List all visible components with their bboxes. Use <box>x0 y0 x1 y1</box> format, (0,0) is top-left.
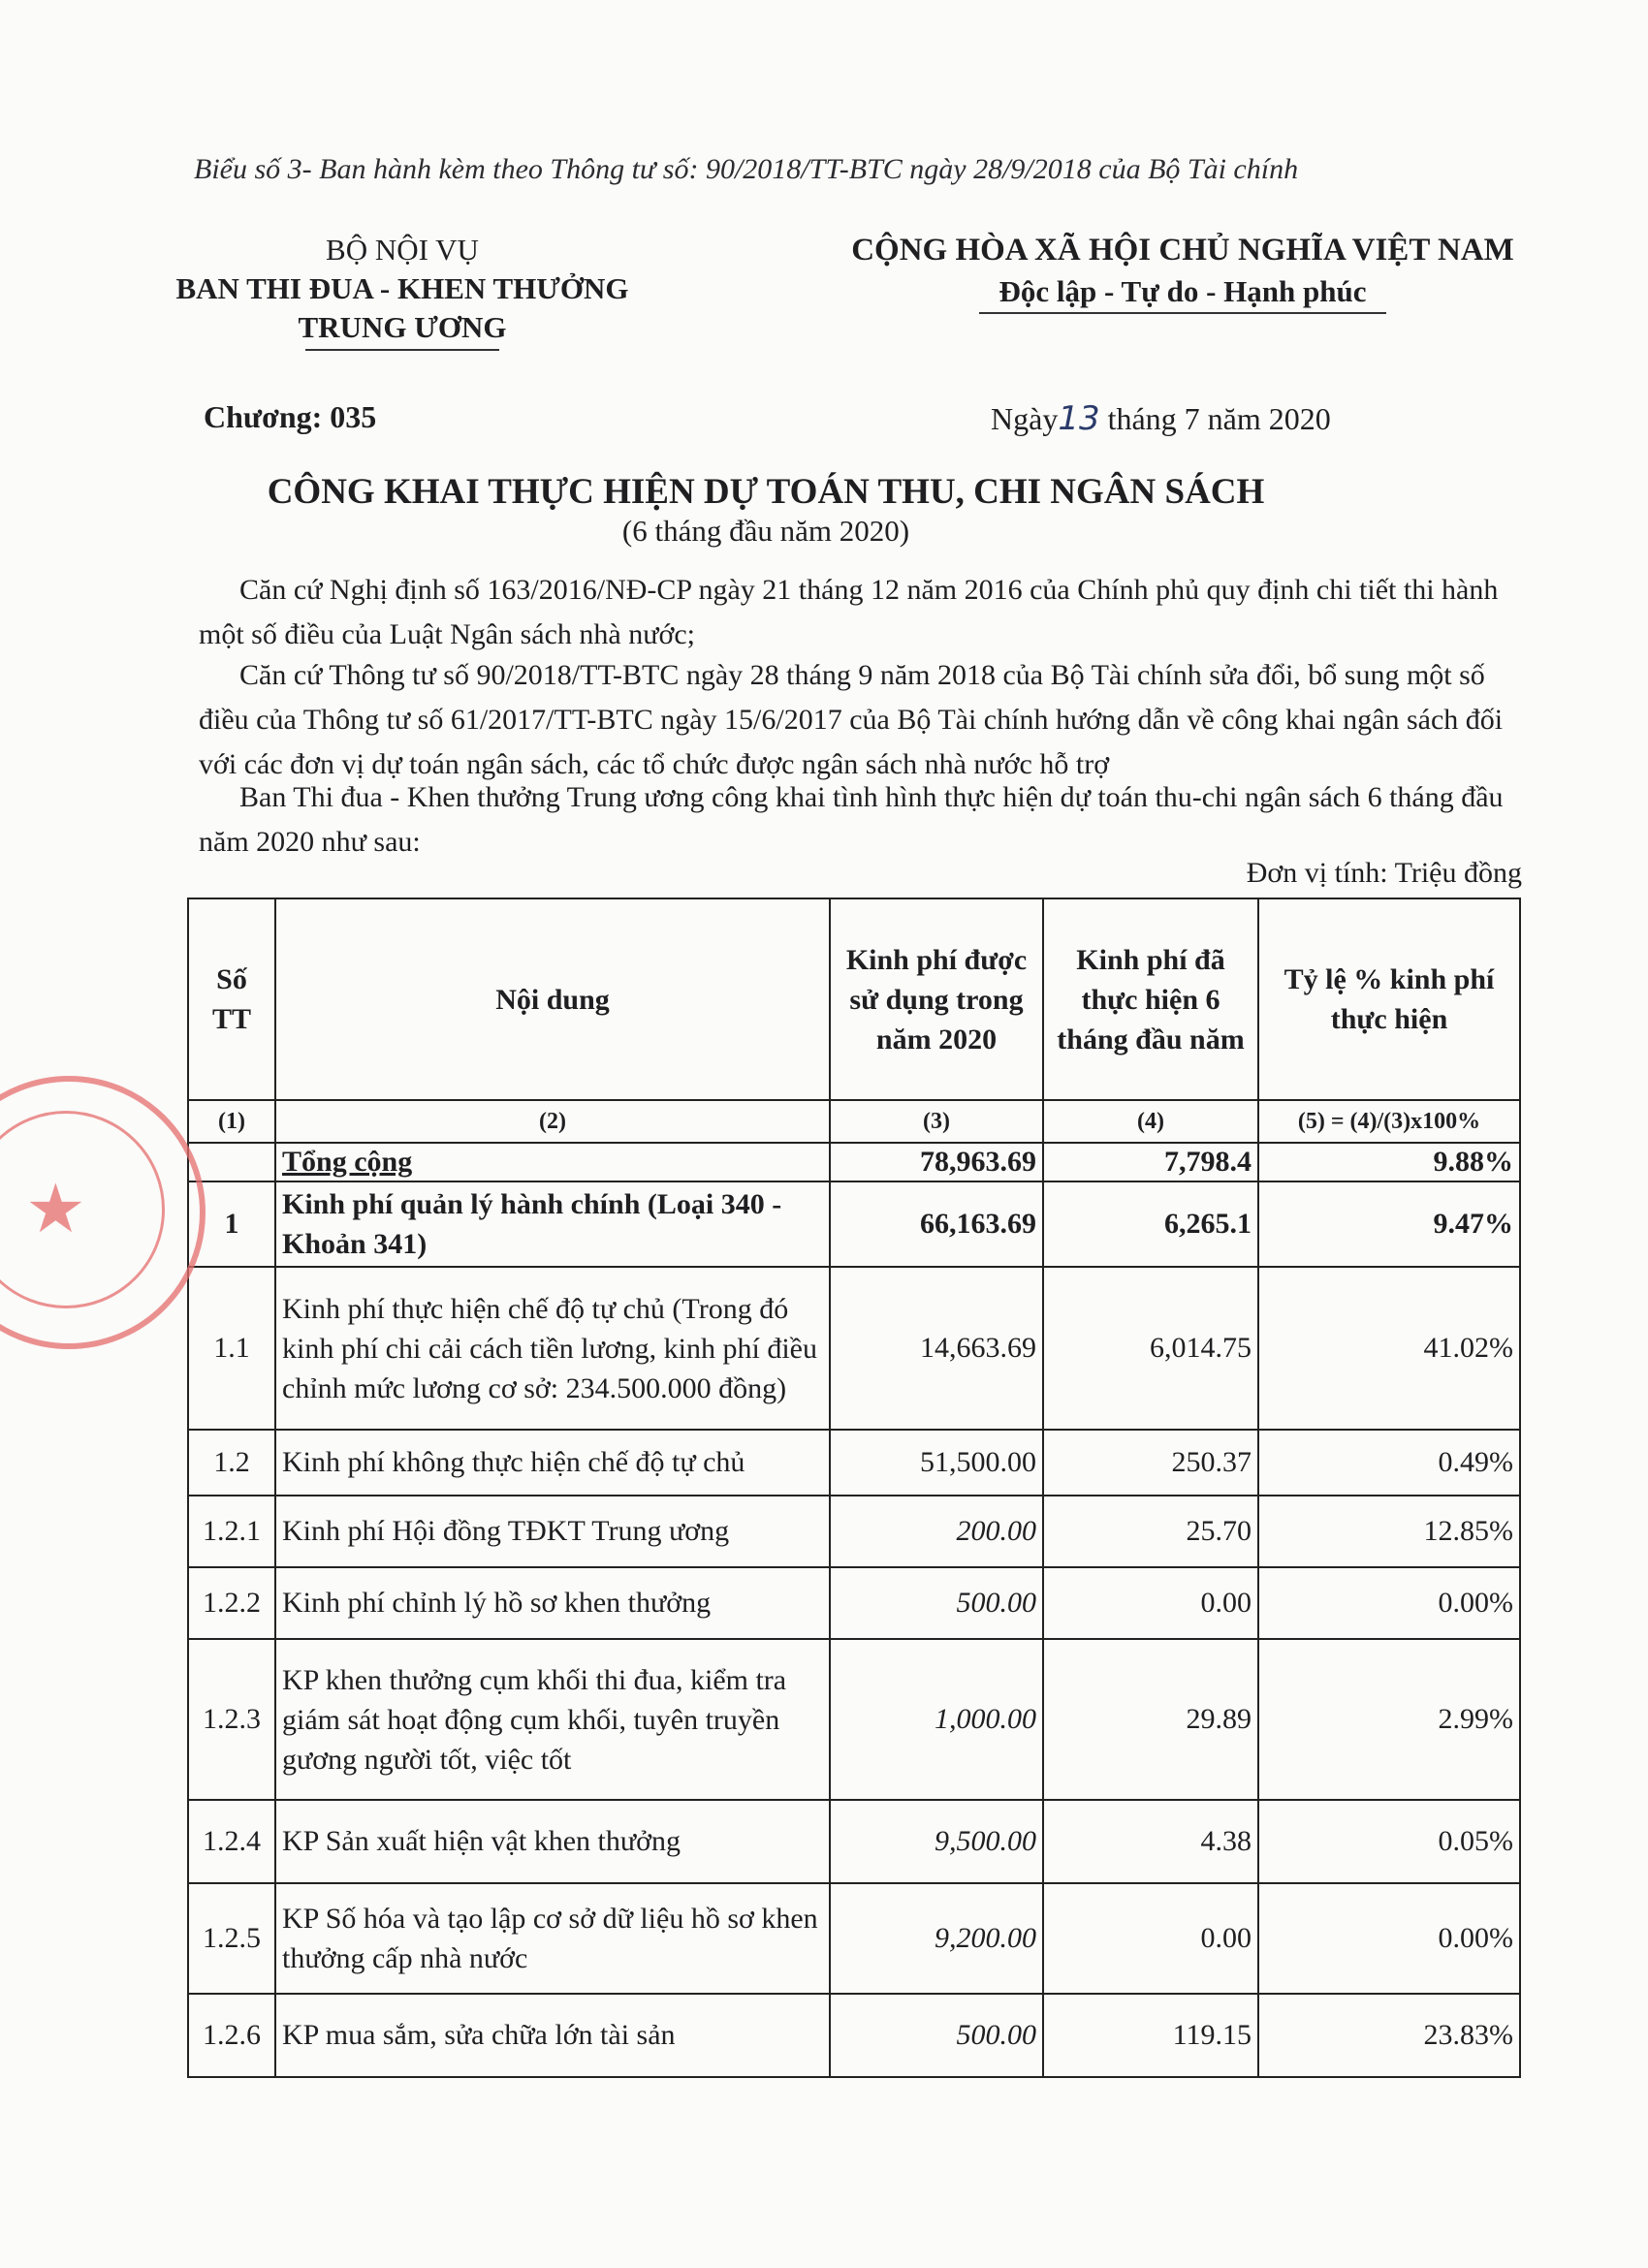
cell-ratio: 9.47% <box>1258 1181 1520 1267</box>
issuer-underline <box>305 349 499 351</box>
unit-label: Đơn vị tính: Triệu đồng <box>1246 857 1522 889</box>
cell-content: Kinh phí không thực hiện chế độ tự chủ <box>275 1430 830 1496</box>
cell-spent: 0.00 <box>1043 1567 1258 1639</box>
column-index-row <box>188 1100 1520 1143</box>
index-cell: (1) <box>188 1100 275 1143</box>
cell-stt: 1.2.1 <box>188 1496 275 1567</box>
cell-budget: 14,663.69 <box>830 1267 1043 1430</box>
header-stt: Số TT <box>188 898 275 1100</box>
cell-ratio: 0.05% <box>1258 1800 1520 1883</box>
header-spent: Kinh phí đã thực hiện 6 tháng đầu năm <box>1043 898 1258 1100</box>
cell-ratio: 23.83% <box>1258 1994 1520 2077</box>
table-row <box>188 1496 1520 1567</box>
country-name: CỘNG HÒA XÃ HỘI CHỦ NGHĨA VIỆT NAM <box>851 233 1514 268</box>
cell-stt: 1.2 <box>188 1430 275 1496</box>
paragraph-legal-basis-1: Căn cứ Nghị định số 163/2016/NĐ-CP ngày 21 tháng 12 năm 2016 của Chính phủ quy định chi tiết thi hành một số điều của Luật Ngân sách nhà nước; <box>199 574 1499 650</box>
cell-ratio: 9.88% <box>1258 1143 1520 1181</box>
cell-content: Tổng cộng <box>275 1143 830 1181</box>
paragraph-announcement: Ban Thi đua - Khen thưởng Trung ương công khai tình hình thực hiện dự toán thu-chi ngân sách 6 tháng đầu năm 2020 như sau: <box>199 781 1504 858</box>
header-budget: Kinh phí được sử dụng trong năm 2020 <box>830 898 1043 1100</box>
cell-content: Kinh phí Hội đồng TĐKT Trung ương <box>275 1496 830 1567</box>
chapter-code: Chương: 035 <box>204 399 377 434</box>
national-header <box>824 233 1541 314</box>
table-row <box>188 1181 1520 1267</box>
cell-budget: 66,163.69 <box>830 1181 1043 1267</box>
cell-budget: 500.00 <box>830 1567 1043 1639</box>
cell-budget: 200.00 <box>830 1496 1043 1567</box>
form-reference-note: Biểu số 3- Ban hành kèm theo Thông tư số: 90/2018/TT-BTC ngày 28/9/2018 của Bộ Tài chính <box>194 153 1299 185</box>
cell-spent: 6,014.75 <box>1043 1267 1258 1430</box>
cell-spent: 6,265.1 <box>1043 1181 1258 1267</box>
cell-stt: 1.2.4 <box>188 1800 275 1883</box>
table-row-total <box>188 1143 1520 1181</box>
cell-spent: 4.38 <box>1043 1800 1258 1883</box>
index-cell: (2) <box>275 1100 830 1143</box>
cell-stt: 1.2.3 <box>188 1639 275 1800</box>
date-day-handwritten: 13 <box>1058 399 1100 438</box>
table-header-row <box>188 898 1520 1100</box>
cell-budget: 78,963.69 <box>830 1143 1043 1181</box>
table-row <box>188 1267 1520 1430</box>
cell-ratio: 0.00% <box>1258 1567 1520 1639</box>
cell-content: KP mua sắm, sửa chữa lớn tài sản <box>275 1994 830 2077</box>
cell-content: Kinh phí chỉnh lý hồ sơ khen thưởng <box>275 1567 830 1639</box>
cell-ratio: 41.02% <box>1258 1267 1520 1430</box>
issuer-header <box>145 233 659 351</box>
index-cell: (3) <box>830 1100 1043 1143</box>
ministry-name: BỘ NỘI VỤ <box>326 233 479 267</box>
cell-stt: 1.2.6 <box>188 1994 275 2077</box>
date-prefix: Ngày <box>991 401 1059 436</box>
cell-stt: 1 <box>188 1181 275 1267</box>
table-row <box>188 1800 1520 1883</box>
table-row <box>188 1639 1520 1800</box>
table-row <box>188 1567 1520 1639</box>
cell-content: Kinh phí thực hiện chế độ tự chủ (Trong đó kinh phí chi cải cách tiền lương, kinh phí điều chỉnh mức lương cơ sở: 234.500.000 đồng) <box>275 1267 830 1430</box>
cell-spent: 250.37 <box>1043 1430 1258 1496</box>
cell-budget: 500.00 <box>830 1994 1043 2077</box>
cell-budget: 51,500.00 <box>830 1430 1043 1496</box>
cell-spent: 29.89 <box>1043 1639 1258 1800</box>
index-cell: (4) <box>1043 1100 1258 1143</box>
cell-spent: 25.70 <box>1043 1496 1258 1567</box>
cell-content: KP khen thưởng cụm khối thi đua, kiểm tra giám sát hoạt động cụm khối, tuyên truyền gương người tốt, việc tốt <box>275 1639 830 1800</box>
cell-stt: 1.1 <box>188 1267 275 1430</box>
motto-underline <box>979 312 1386 314</box>
paragraph-legal-basis-2: Căn cứ Thông tư số 90/2018/TT-BTC ngày 28 tháng 9 năm 2018 của Bộ Tài chính sửa đổi, bổ sung một số điều của Thông tư số 61/2017/TT-BTC ngày 15/6/2017 của Bộ Tài chính hướng dẫn về công khai ngân sách đối với các đơn vị dự toán ngân sách, các tổ chức được ngân sách nhà nước hỗ trợ <box>199 659 1504 780</box>
header-content: Nội dung <box>275 898 830 1100</box>
cell-spent: 7,798.4 <box>1043 1143 1258 1181</box>
index-cell: (5) = (4)/(3)x100% <box>1258 1100 1520 1143</box>
cell-stt: 1.2.5 <box>188 1883 275 1994</box>
document-subtitle: (6 tháng đầu năm 2020) <box>621 514 910 548</box>
cell-content: KP Số hóa và tạo lập cơ sở dữ liệu hồ sơ khen thưởng cấp nhà nước <box>275 1883 830 1994</box>
cell-ratio: 0.00% <box>1258 1883 1520 1994</box>
date-month-year: tháng 7 năm 2020 <box>1107 401 1331 436</box>
cell-budget: 9,500.00 <box>830 1800 1043 1883</box>
cell-stt: 1.2.2 <box>188 1567 275 1639</box>
official-seal-stamp <box>0 1076 206 1349</box>
document-date <box>991 399 1331 438</box>
cell-content: Kinh phí quản lý hành chính (Loại 340 - Khoản 341) <box>275 1181 830 1267</box>
table-row <box>188 1430 1520 1496</box>
document-title: CÔNG KHAI THỰC HIỆN DỰ TOÁN THU, CHI NGÂN SÁCH <box>267 472 1265 512</box>
cell-budget: 9,200.00 <box>830 1883 1043 1994</box>
cell-stt <box>188 1143 275 1181</box>
agency-name-line2: TRUNG ƯƠNG <box>298 310 507 344</box>
cell-ratio: 0.49% <box>1258 1430 1520 1496</box>
table-row <box>188 1994 1520 2077</box>
seal-star-icon: ★ <box>25 1169 86 1248</box>
header-ratio: Tỷ lệ % kinh phí thực hiện <box>1258 898 1520 1100</box>
cell-content: KP Sản xuất hiện vật khen thưởng <box>275 1800 830 1883</box>
cell-spent: 119.15 <box>1043 1994 1258 2077</box>
cell-ratio: 12.85% <box>1258 1496 1520 1567</box>
agency-name-line1: BAN THI ĐUA - KHEN THƯỞNG <box>175 271 629 305</box>
table-row <box>188 1883 1520 1994</box>
cell-budget: 1,000.00 <box>830 1639 1043 1800</box>
cell-spent: 0.00 <box>1043 1883 1258 1994</box>
national-motto: Độc lập - Tự do - Hạnh phúc <box>998 274 1367 308</box>
cell-ratio: 2.99% <box>1258 1639 1520 1800</box>
budget-table <box>187 898 1521 2078</box>
